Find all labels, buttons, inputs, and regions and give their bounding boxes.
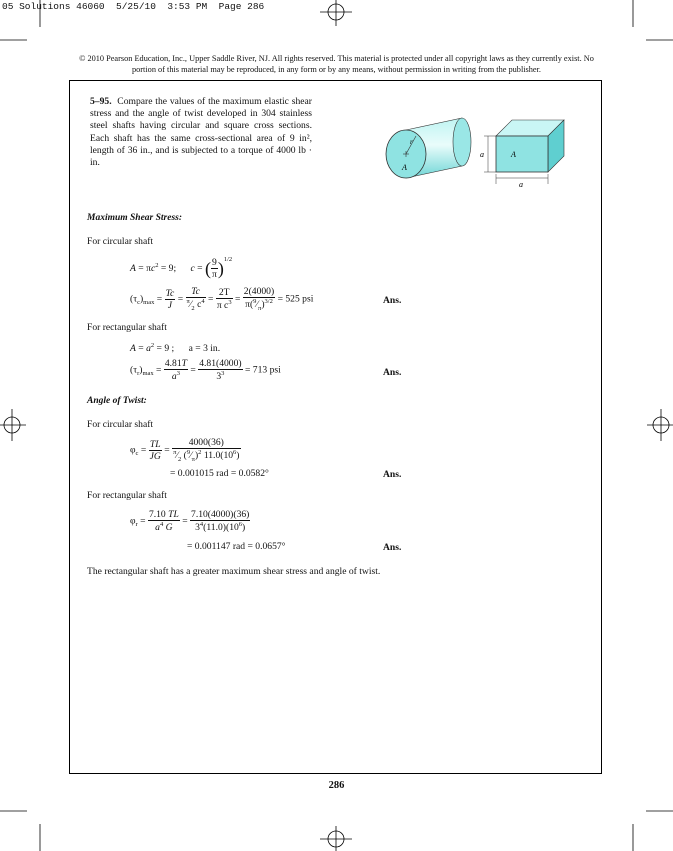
copyright-notice: © 2010 Pearson Education, Inc., Upper Saddle River, NJ. All rights reserved. This material is protected under all copyright laws as they currently exist. No portion of this material may be reproduced, in any form or by any means, without permission in writing from the publisher.: [79, 54, 594, 74]
conclusion-text: The rectangular shaft has a greater maximum shear stress and angle of twist.: [87, 566, 381, 577]
side-label-vertical: a: [480, 150, 484, 159]
eq-phi-rect: $\varphi_r$ = $\frac{7.10 TL}{a^4 G}$ = $\frac{7.10(4000)(36)}{3^4(11.0)(10^6)}$: [130, 509, 250, 534]
phi-circ-result: = 0.001015 rad = 0.0582°: [170, 468, 269, 479]
area-label-square: A: [511, 150, 516, 159]
a-value: a = 3 in.: [188, 343, 221, 355]
eq-phi-circ: $\varphi_c$ = $\frac{TL}{JG}$ = $\frac{4000(36)}{^\pi⁄_2 (^9⁄_\pi)^2 11.0(10^6)}$: [130, 437, 240, 464]
rect-shaft-label: For rectangular shaft: [87, 322, 167, 333]
page-number: 286: [328, 780, 345, 791]
circular-shaft-label-2: For circular shaft: [87, 419, 154, 430]
circular-shaft-label: For circular shaft: [87, 236, 154, 247]
tau-rect-result: = 713 psi: [245, 364, 281, 376]
radius-label: r: [410, 138, 413, 146]
square-shaft: [480, 120, 564, 189]
eq-tau-rect: $(\tau_r)_{max}$ = $\frac{4.81T}{a^3}$ = $\frac{4.81(4000)}{3^3}$ = 713 psi: [130, 358, 281, 383]
rect-shaft-label-2: For rectangular shaft: [87, 490, 167, 501]
print-slug: 05 Solutions 46060 5/25/10 3:53 PM Page 286: [2, 1, 265, 12]
eq-rect-area: $A = a^2 = 9$ ; a = 3 in.: [130, 342, 221, 355]
eq-circ-area: $A = \pi c^2 = 9$; c = ( $\frac{9}{\pi}$ )$^{1/2}$: [130, 256, 233, 281]
problem-statement: [90, 96, 312, 169]
problem-text: Compare the values of the maximum elastic shear stress and the angle of twist developed in 304 stainless steel shafts having circular and square cross sections. Each shaft has the same cross-sectional area of 9 in², length of 36 in., and is subjected to a torque of 4000 lb · in.: [90, 96, 312, 169]
phi-rect-result: = 0.001147 rad = 0.0657°: [187, 541, 286, 552]
ans-label-3: Ans.: [383, 469, 402, 480]
problem-number: 5–95.: [90, 96, 112, 107]
eq-tau-circ: $(\tau_c)_{max}$ = $\frac{Tc}{J}$ = $\frac{Tc}{^\pi⁄_2 c^4}$ = $\frac{2T}{\pi c^3}$ = $\frac{2(4000)}{\pi(^9⁄_\pi)^{3/2}}$ = 525 psi: [130, 286, 314, 313]
circular-shaft: [386, 118, 471, 178]
max-shear-heading: Maximum Shear Stress:: [87, 213, 183, 223]
ans-label-2: Ans.: [383, 367, 402, 378]
tau-circ-result: = 525 psi: [277, 293, 314, 305]
ans-label-4: Ans.: [383, 542, 402, 553]
twist-heading: Angle of Twist:: [87, 396, 147, 406]
area-label-circle: A: [402, 163, 407, 172]
side-label-horizontal: a: [519, 180, 523, 189]
ans-label-1: Ans.: [383, 295, 402, 306]
shaft-figure: [384, 114, 584, 190]
